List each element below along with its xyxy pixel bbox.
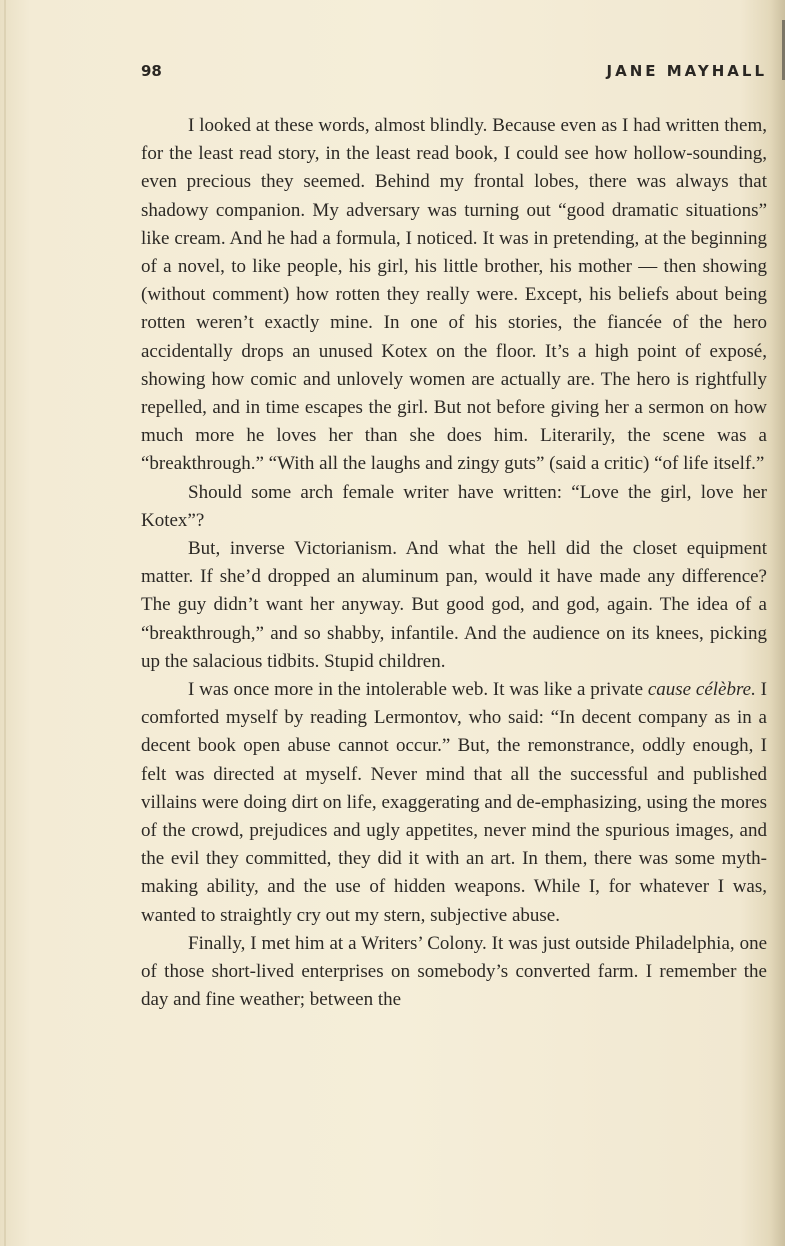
paragraph-5: Finally, I met him at a Writers’ Colony. It was just outside Philadelphia, one of those short-lived enterprises on somebody’s converted farm. I remember the day and fine weather; between the (141, 932, 767, 1011)
page-header (141, 62, 767, 88)
paragraph-4 (141, 676, 767, 930)
italic-phrase: cause célèbre. (647, 679, 756, 701)
page-number: 98 (141, 62, 162, 80)
paragraph-4-text-after: I comforted myself by reading Lermontov, who said: “In decent company as in a decent book open abuse cannot occur.” But, the remonstrance, oddly enough, I felt was directed at myself. Never mind that all the successful and published villains were doing dirt on life, exaggerating and de-emphasizing, using the mores of the crowd, prejudices and ugly appetites, never mind the spurious images, and the evil they committed, they did it with an art. In them, there was some myth-making ability, and the use of hidden weapons. While I, for whatever I was, wanted to straightly cry out my stern, subjective abuse. (141, 679, 768, 926)
paragraph-1: I looked at these words, almost blindly. Because even as I had written them, for the least read story, in the least read book, I could see how hollow-sounding, even precious they seemed. Behind my frontal lobes, there was always that shadowy companion. My adversary was turning out “good dramatic situations” like cream. And he had a formula, I noticed. It was in pretending, at the beginning of a novel, to like people, his girl, his little brother, his mother — then showing (without comment) how rotten they really were. Except, his beliefs about being rotten weren’t exactly mine. In one of his stories, the fiancée of the hero accidentally drops an unused Kotex on the floor. It’s a high point of exposé, showing how comic and unlovely women are actually are. The hero is rightfully repelled, and in time escapes the girl. But not before giving her a sermon on how much more he loves her than she does him. Literarily, the scene was a “breakthrough.” “With all the laughs and zingy guts” (said a critic) “of life itself.” (141, 115, 767, 475)
paragraph-2: Should some arch female writer have written: “Love the girl, love her Kotex”? (141, 481, 767, 531)
body-text (141, 112, 767, 1015)
gutter-shadow (4, 0, 6, 1246)
paragraph-3: But, inverse Victorianism. And what the hell did the closet equipment matter. If she’d dropped an aluminum pan, would it have made any difference? The guy didn’t want her anyway. But good god, and god, again. The idea of a “breakthrough,” and so shabby, infantile. And the audience on its knees, picking up the salacious tidbits. Stupid children. (141, 538, 767, 672)
running-head-author: JANE MAYHALL (606, 62, 767, 80)
paragraph-4-text-before: I was once more in the intolerable web. It was like a private (188, 679, 648, 701)
